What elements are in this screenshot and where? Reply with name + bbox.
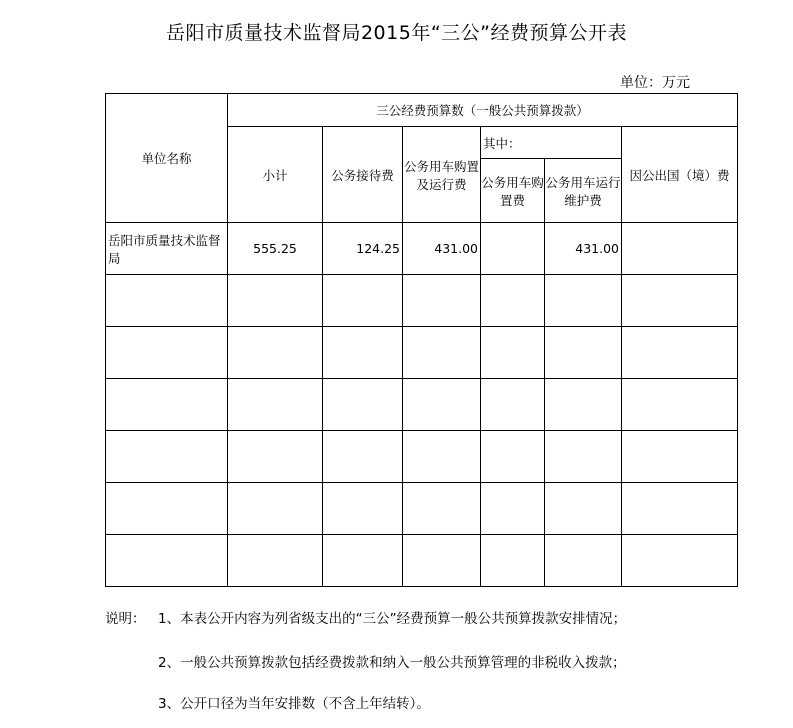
note-item: 3、公开口径为当年安排数（不含上年结转）。 (158, 696, 430, 712)
header-subtotal: 小计 (228, 127, 323, 223)
header-of-which: 其中： (481, 127, 622, 159)
cell-purchase (481, 223, 545, 275)
header-group: 三公经费预算数（一般公共预算拨款） (228, 94, 738, 127)
table-row-empty (106, 379, 738, 431)
table-row-empty (106, 431, 738, 483)
header-vehicle-maintenance: 公务用车运行维护费 (545, 159, 622, 223)
page-title: 岳阳市质量技术监督局2015年“三公”经费预算公开表 (165, 22, 628, 44)
cell-overseas (622, 223, 738, 275)
header-unit-name: 单位名称 (106, 94, 228, 223)
notes-label: 说明： (105, 611, 146, 627)
table-row (106, 223, 738, 275)
cell-maintenance: 431.00 (545, 223, 622, 275)
unit-label: 单位：万元 (620, 75, 690, 91)
header-vehicle: 公务用车购置及运行费 (403, 127, 481, 223)
cell-vehicle: 431.00 (403, 223, 481, 275)
budget-table (105, 93, 738, 587)
note-item: 2、一般公共预算拨款包括经费拨款和纳入一般公共预算管理的非税收入拨款； (158, 655, 626, 671)
table-row-empty (106, 275, 738, 327)
table-row-empty (106, 327, 738, 379)
header-reception: 公务接待费 (323, 127, 403, 223)
cell-subtotal: 555.25 (228, 223, 323, 275)
table-row-empty (106, 535, 738, 587)
header-overseas: 因公出国（境）费 (622, 127, 738, 223)
header-vehicle-purchase: 公务用车购置费 (481, 159, 545, 223)
table-row-empty (106, 483, 738, 535)
cell-unit: 岳阳市质量技术监督局 (106, 223, 228, 275)
note-item: 1、本表公开内容为列省级支出的“三公”经费预算一般公共预算拨款安排情况； (158, 611, 627, 627)
cell-reception: 124.25 (323, 223, 403, 275)
